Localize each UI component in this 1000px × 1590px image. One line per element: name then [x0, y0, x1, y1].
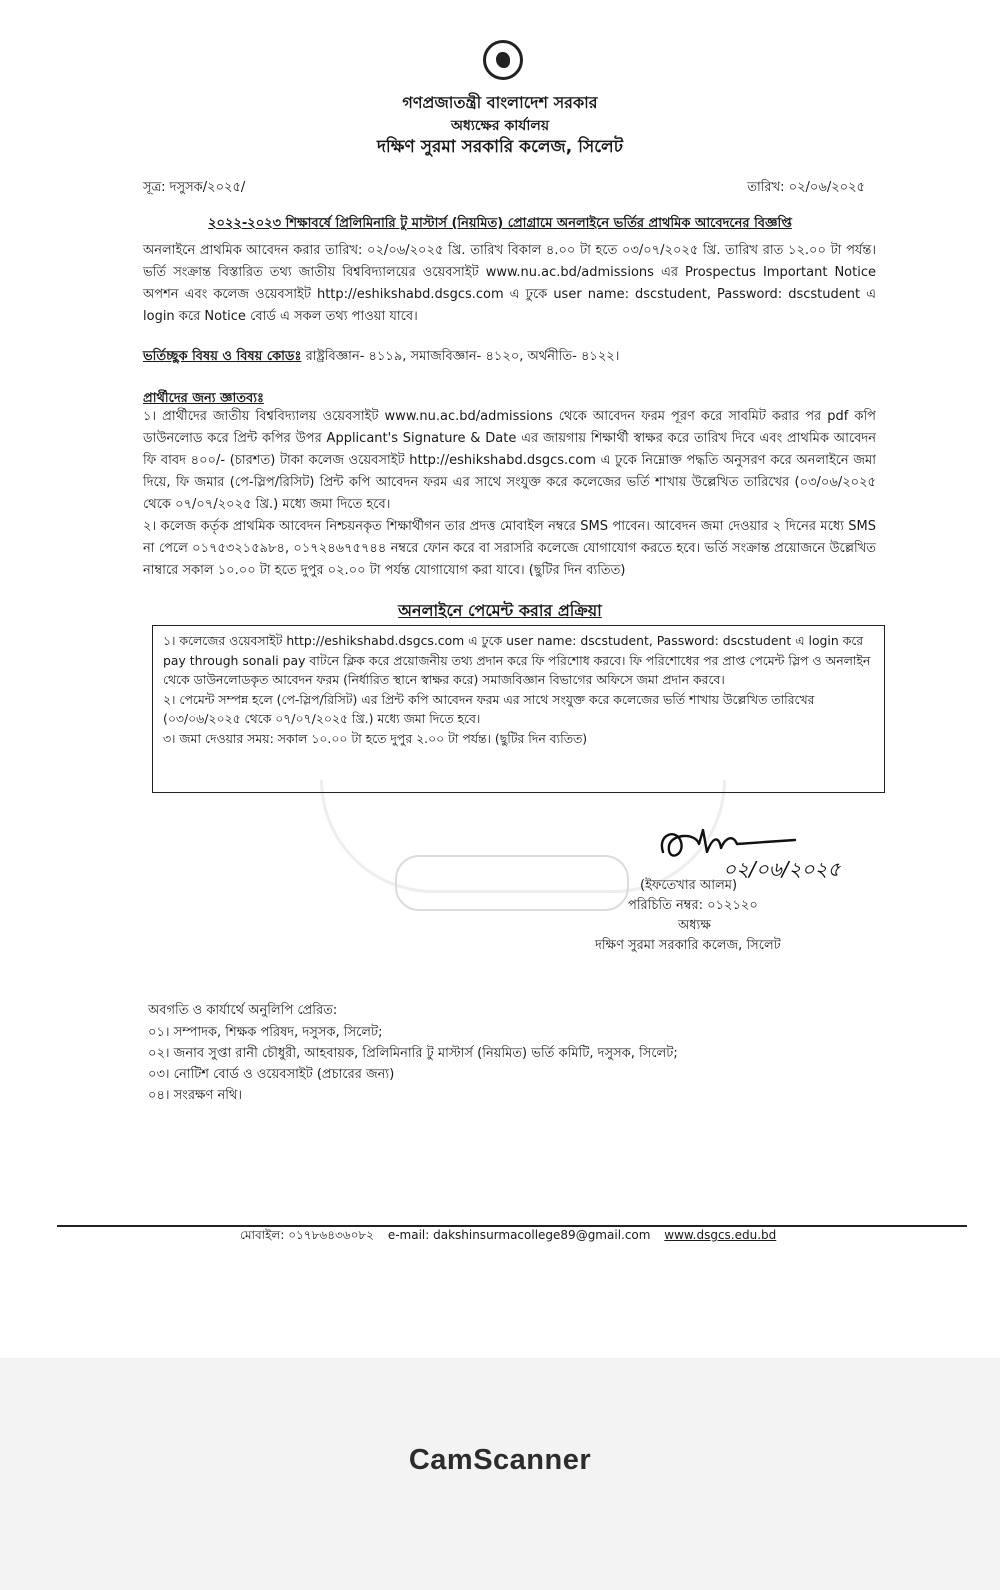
subjects-label: ভর্তিচ্ছুক বিষয় ও বিষয় কোডঃ [143, 349, 302, 364]
college-stamp [395, 855, 629, 911]
office-title: অধ্যক্ষের কার্যালয় [450, 118, 550, 134]
camscanner-brand: CamScanner [408, 1444, 592, 1476]
payment-title: অনলাইনে পেমেন্ট করার প্রক্রিয়া [398, 601, 602, 620]
college-title: দক্ষিণ সুরমা সরকারি কলেজ, সিলেট [376, 137, 623, 157]
instruction-item: ২। কলেজ কর্তৃক প্রাথমিক আবেদন নিশ্চয়নকৃত শিক্ষার্থীগন তার প্রদত্ত মোবাইল নম্বরে SMS পাবেন। আবেদন জমা দেওয়ার ২ দিনের মধ্যে SMS না পেলে ০১৭৫৩২১৫৯৮৪, ০১৭২৪৬৭৫৭৪৪ নম্বরে ফোন করে বা সরাসরি কলেজে যোগাযোগ করতে হবে। ভর্তি সংক্রান্ত প্রয়োজনে উল্লেখিত নাম্বারে সকাল ১০.০০ টা হতে দুপুর ০২.০০ টা পর্যন্ত যোগাযোগ করা যাবে। (ছুটির দিন ব্যতিত) [143, 519, 876, 578]
signatory-id: পরিচিতি নম্বর: ০১২১২০ [628, 898, 758, 913]
footer-email: e-mail: dakshinsurmacollege89@gmail.com [387, 1228, 651, 1242]
notice-date: তারিখ: ০২/০৬/২০২৫ [747, 180, 865, 195]
copies-title: অবগতি ও কার্যার্থে অনুলিপি প্রেরিত: [148, 1003, 338, 1018]
government-seal-icon [483, 40, 523, 80]
list-item: ০২। জনাব সুপ্তা রানী চৌধুরী, আহবায়ক, প্রিলিমিনারি টু মাস্টার্স (নিয়মিত) ভর্তি কমিটি, দসুসক, সিলেট; [148, 1046, 678, 1061]
list-item: ০৪। সংরক্ষণ নথি। [148, 1088, 243, 1103]
signatory-name: (ইফতেখার আলম) [640, 878, 738, 893]
footer-contact [240, 1227, 786, 1247]
notice-subject: ২০২২-২০২৩ শিক্ষাবর্ষে প্রিলিমিনারি টু মাস্টার্স (নিয়মিত) প্রোগ্রামে অনলাইনে ভর্তির প্রাথমিক আবেদনের বিজ্ঞপ্তি [208, 216, 792, 231]
instruction-item: ১। প্রার্থীদের জাতীয় বিশ্ববিদ্যালয় ওয়েবসাইট www.nu.ac.bd/admissions থেকে আবেদন ফরম পূরণ করে সাবমিট করার পর pdf কপি ডাউনলোড করে প্রিন্ট কপির উপর Applicant's Signature & Date এর জায়গায় শিক্ষার্থী স্বাক্ষর করে তারিখ দিবে এবং প্রাথমিক আবেদন ফি বাবদ ৪০০/- (চারশত) টাকা কলেজ ওয়েবসাইট http://eshikshabd.dsgcs.com এ ঢুকে নিম্নোক্ত পদ্ধতি অনুসরণ করে অনলাইনে জমা দিয়ে, ফি জমার (পে-স্লিপ/রিসিট) প্রিন্ট কপি আবেদন ফরম এর সাথে সংযুক্ত করে কলেজের ভর্তি শাখায় উল্লেখিত তারিখের (০৩/০৬/২০২৫ থেকে ০৭/০৭/২০২৫ খ্রি.) মধ্যে জমা দিতে হবে। [143, 409, 876, 512]
list-item: ০৩। নোটিশ বোর্ড ও ওয়েবসাইট (প্রচারের জন্য) [148, 1067, 395, 1082]
payment-step: ৩। জমা দেওয়ার সময়: সকাল ১০.০০ টা হতে দুপুর ২.০০ টা পর্যন্ত। (ছুটির দিন ব্যতিত) [163, 730, 588, 746]
memo-number: সূত্র: দসুসক/২০২৫/ [143, 180, 246, 195]
signatory-college: দক্ষিণ সুরমা সরকারি কলেজ, সিলেট [595, 938, 781, 953]
payment-step: ২। পেমেন্ট সম্পন্ন হলে (পে-স্লিপ/রিসিট) এর প্রিন্ট কপি আবেদন ফরম এর সাথে সংযুক্ত করে কলেজের ভর্তি শাখায় উল্লেখিত তারিখের (০৩/০৬/২০২৫ থেকে ০৭/০৭/২০২৫ খ্রি.) মধ্যে জমা দিতে হবে। [163, 691, 815, 726]
intro-paragraph: অনলাইনে প্রাথমিক আবেদন করার তারিখ: ০২/০৬/২০২৫ খ্রি. তারিখ বিকাল ৪.০০ টা হতে ০৩/০৭/২০২৫ খ্রি. তারিখ রাত ১২.০০ টা পর্যন্ত। ভর্তি সংক্রান্ত বিস্তারিত তথ্য জাতীয় বিশ্ববিদ্যালয়ের ওয়েবসাইট www.nu.ac.bd/admissions এর Prospectus Important Notice অপশন এবং কলেজ ওয়েবসাইট http://eshikshabd.dsgcs.com এ ঢুকে user name: dscstudent, Password: dscstudent এ login করে Notice বোর্ড এ সকল তথ্য পাওয়া যাবে। [143, 243, 876, 324]
government-title: গণপ্রজাতন্ত্রী বাংলাদেশ সরকার [402, 93, 598, 112]
handwritten-date: ০২/০৬/২০২৫ [723, 857, 841, 881]
payment-step: ১। কলেজের ওয়েবসাইট http://eshikshabd.dsgcs.com এ ঢুকে user name: dscstudent, Password: dscstudent এ login করে pay through sonali pay বাটনে ক্লিক করে প্রয়োজনীয় তথ্য প্রদান করে ফি পরিশোধ করবে। ফি পরিশোধের পর প্রাপ্ত পেমেন্ট স্লিপ ও অনলাইন থেকে ডাউনলোডকৃত আবেদন ফরম (নির্ধারিত স্থানে স্বাক্ষর করে) সমাজবিজ্ঞান বিভাগের অফিসে জমা প্রদান করবে। [163, 633, 871, 687]
payment-box [152, 625, 885, 793]
list-item: ০১। সম্পাদক, শিক্ষক পরিষদ, দসুসক, সিলেট; [148, 1025, 383, 1040]
handwritten-signature [655, 822, 880, 882]
instructions-title: প্রার্থীদের জন্য জ্ঞাতব্যঃ [143, 391, 264, 406]
footer-mobile: মোবাইল: ০১৭৮৬৪৩৬০৮২ [240, 1228, 374, 1242]
subjects-line [143, 346, 876, 368]
footer-website: www.dsgcs.edu.bd [664, 1228, 777, 1242]
copies-list [148, 1022, 678, 1106]
signatory-title: অধ্যক্ষ [678, 918, 711, 933]
subjects-list: রাষ্ট্রবিজ্ঞান- ৪১১৯, সমাজবিজ্ঞান- ৪১২০, অর্থনীতি- ৪১২২। [305, 349, 620, 364]
instructions-body [143, 406, 876, 582]
